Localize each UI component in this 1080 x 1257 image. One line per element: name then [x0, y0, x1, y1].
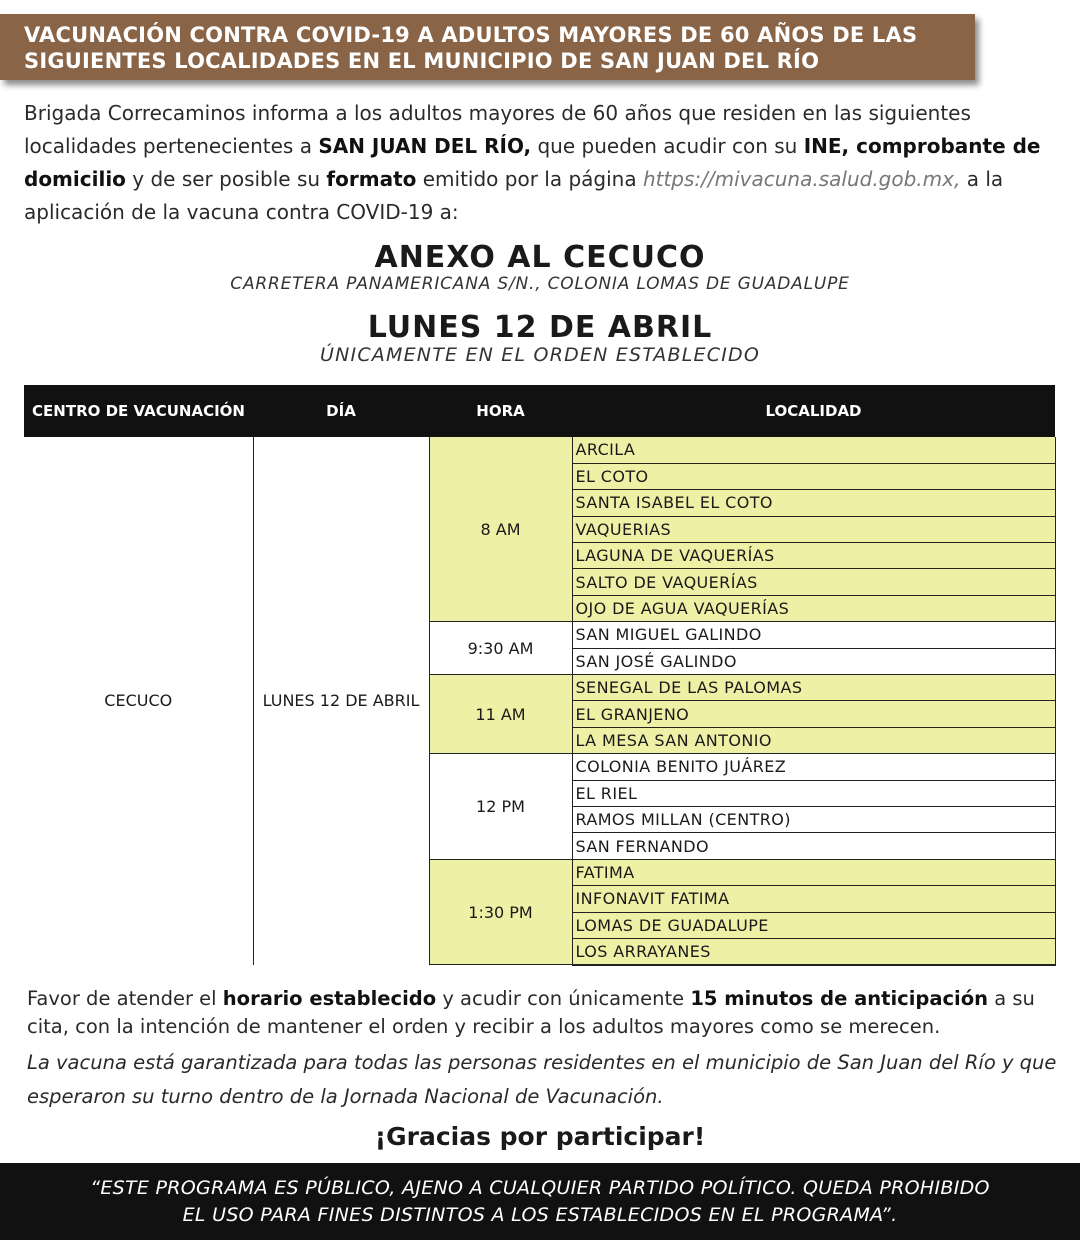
intro-text-3: y de ser posible su [125, 167, 327, 191]
date-title: LUNES 12 DE ABRIL [367, 310, 713, 345]
locality-cell: COLONIA BENITO JUÁREZ [572, 754, 1055, 780]
title-banner [0, 14, 975, 80]
footer-disclaimer [0, 1163, 1080, 1240]
day-cell: LUNES 12 DE ABRIL [253, 437, 429, 965]
locality-cell: INFONAVIT FATIMA [572, 886, 1055, 912]
locality-cell: SENEGAL DE LAS PALOMAS [572, 675, 1055, 701]
intro-url-link[interactable]: https://mivacuna.salud.gob.mx, [642, 167, 961, 191]
locality-cell: FATIMA [572, 859, 1055, 885]
banner-line-1: VACUNACIÓN CONTRA COVID-19 A ADULTOS MAYORES DE 60 AÑOS DE LAS [24, 23, 918, 47]
venue-address: CARRETERA PANAMERICANA S/N., COLONIA LOMAS DE GUADALUPE [230, 274, 850, 294]
locality-cell: LOS ARRAYANES [572, 938, 1055, 965]
venue-name: ANEXO AL CECUCO [374, 240, 706, 275]
locality-cell: SAN FERNANDO [572, 833, 1055, 859]
intro-text-1: Brigada Correcaminos informa a los adultos mayores de 60 años que residen en las siguientes localidades pertenecientes a [24, 101, 971, 158]
locality-cell: EL RIEL [572, 780, 1055, 806]
guarantee-note: La vacuna está garantizada para todas las personas residentes en el municipio de San Juan del Río y que esperaron su turno dentro de la Jornada Nacional de Vacunación. [27, 1051, 1057, 1108]
center-cell: CECUCO [24, 437, 253, 965]
locality-cell: SAN JOSÉ GALINDO [572, 648, 1055, 674]
intro-text-2: que pueden acudir con su [531, 134, 804, 158]
locality-cell: RAMOS MILLAN (CENTRO) [572, 806, 1055, 832]
header-hour: HORA [429, 385, 572, 437]
thanks-message: ¡Gracias por participar! [374, 1122, 706, 1151]
locality-cell: VAQUERIAS [572, 516, 1055, 542]
closing-schedule: horario establecido [222, 987, 437, 1010]
locality-cell: SANTA ISABEL EL COTO [572, 490, 1055, 516]
closing-text-1: Favor de atender el [27, 987, 223, 1010]
hour-cell: 8 AM [429, 437, 572, 622]
schedule-body [24, 437, 1055, 965]
closing-minutes: 15 minutos de anticipación [690, 987, 989, 1010]
locality-cell: LOMAS DE GUADALUPE [572, 912, 1055, 938]
closing-text-2: y acudir con únicamente [436, 987, 691, 1010]
intro-text-4: emitido por la página [416, 167, 643, 191]
table-row [24, 437, 1055, 463]
hour-cell: 1:30 PM [429, 859, 572, 965]
schedule-table [24, 385, 1056, 966]
hour-cell: 9:30 AM [429, 622, 572, 675]
locality-cell: OJO DE AGUA VAQUERÍAS [572, 595, 1055, 621]
intro-paragraph [24, 97, 1058, 229]
intro-format: formato [326, 167, 417, 191]
closing-paragraph [27, 985, 1057, 1041]
intro-municipality: SAN JUAN DEL RÍO, [318, 134, 532, 158]
locality-cell: EL GRANJENO [572, 701, 1055, 727]
banner-line-2: SIGUIENTES LOCALIDADES EN EL MUNICIPIO DE SAN JUAN DEL RÍO [24, 49, 820, 73]
locality-cell: ARCILA [572, 437, 1055, 463]
closing-text-3: a su cita, con la intención de mantener el orden y recibir a los adultos mayores como se merecen. [27, 987, 1035, 1038]
table-header-row [24, 385, 1055, 437]
locality-cell: LA MESA SAN ANTONIO [572, 727, 1055, 753]
hour-cell: 12 PM [429, 754, 572, 860]
locality-cell: LAGUNA DE VAQUERÍAS [572, 543, 1055, 569]
order-note: ÚNICAMENTE EN EL ORDEN ESTABLECIDO [320, 344, 760, 366]
header-locality: LOCALIDAD [572, 385, 1055, 437]
header-day: DÍA [253, 385, 429, 437]
locality-cell: SALTO DE VAQUERÍAS [572, 569, 1055, 595]
header-center: CENTRO DE VACUNACIÓN [24, 385, 253, 437]
footer-line-2: EL USO PARA FINES DISTINTOS A LOS ESTABLECIDOS EN EL PROGRAMA”. [182, 1204, 898, 1226]
locality-cell: SAN MIGUEL GALINDO [572, 622, 1055, 648]
locality-cell: EL COTO [572, 463, 1055, 489]
intro-text-5: a la aplicación de la vacuna contra COVID-19 a: [24, 167, 1004, 224]
footer-line-1: “ESTE PROGRAMA ES PÚBLICO, AJENO A CUALQUIER PARTIDO POLÍTICO. QUEDA PROHIBIDO [90, 1177, 990, 1199]
hour-cell: 11 AM [429, 675, 572, 754]
intro-ine-requirement: INE, comprobante de domicilio [24, 134, 1041, 191]
